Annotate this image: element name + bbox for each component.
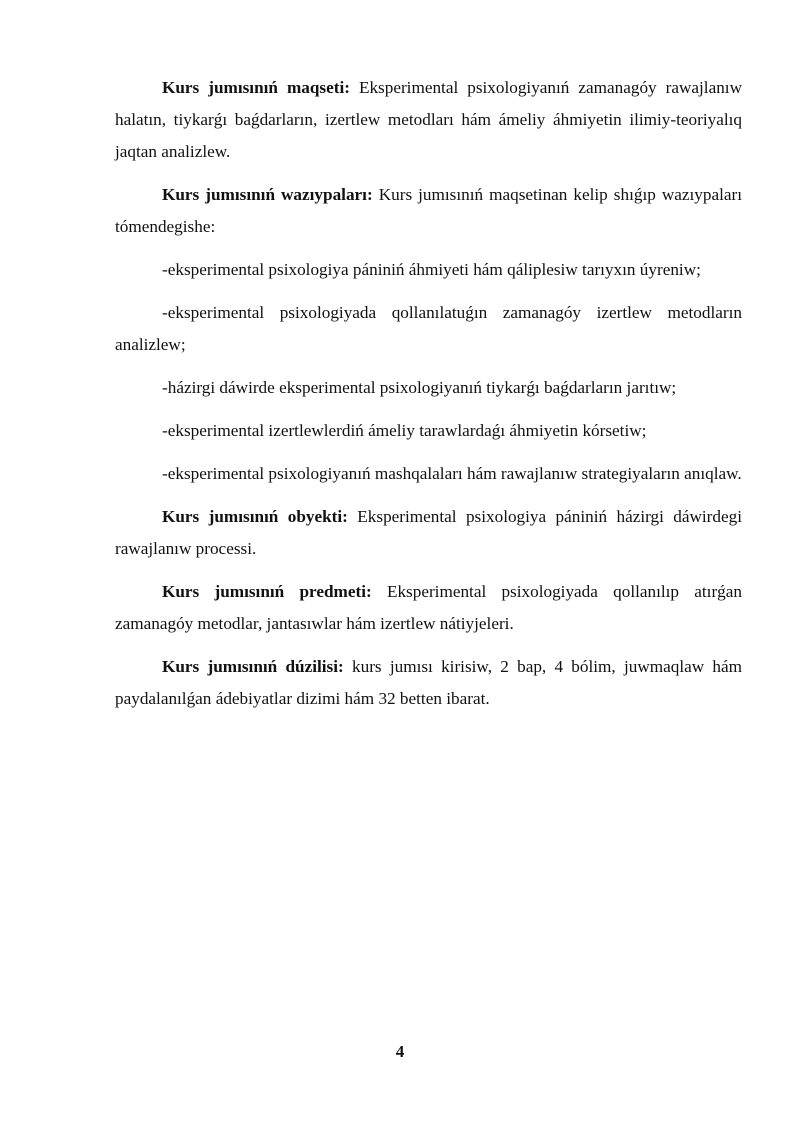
goal-text: Eksperimental psixologiyanıń zamanagóy rawajlanıw halatın, tiykarǵı baǵdarların, izertlew metodları hám ámeliy áhmiyetin ilimiy-teoriyalıq jaqtan analizlew.	[115, 78, 742, 161]
task-item-text: -eksperimental psixologiyanıń mashqalaları hám rawajlanıw strategiyaların anıqlaw.	[162, 464, 742, 483]
task-item	[115, 458, 742, 490]
object-label: Kurs jumısınıń obyekti:	[162, 507, 348, 526]
task-item-text: -eksperimental psixologiya pániniń áhmiyeti hám qáliplesiw tarıyxın úyreniw;	[162, 260, 701, 279]
document-body	[115, 72, 742, 726]
subject-label: Kurs jumısınıń predmeti:	[162, 582, 372, 601]
paragraph-structure	[115, 651, 742, 715]
task-item	[115, 372, 742, 404]
structure-label: Kurs jumısınıń dúzilisi:	[162, 657, 344, 676]
task-item	[115, 297, 742, 361]
task-item-text: -eksperimental izertlewlerdiń ámeliy tarawlardaǵı áhmiyetin kórsetiw;	[162, 421, 647, 440]
object-text: Eksperimental psixologiya pániniń házirgi dáwirdegi rawajlanıw processi.	[115, 507, 742, 558]
paragraph-subject	[115, 576, 742, 640]
task-item	[115, 254, 742, 286]
paragraph-object	[115, 501, 742, 565]
task-item-text: -eksperimental psixologiyada qollanılatuǵın zamanagóy izertlew metodların analizlew;	[115, 303, 742, 354]
tasks-label: Kurs jumısınıń wazıypaları:	[162, 185, 373, 204]
paragraph-tasks	[115, 179, 742, 243]
paragraph-goal	[115, 72, 742, 168]
task-item	[115, 415, 742, 447]
goal-label: Kurs jumısınıń maqseti:	[162, 78, 350, 97]
task-item-text: -házirgi dáwirde eksperimental psixologiyanıń tiykarǵı baǵdarların jarıtıw;	[162, 378, 677, 397]
structure-text: kurs jumısı kirisiw, 2 bap, 4 bólim, juwmaqlaw hám paydalanılǵan ádebiyatlar dizimi hám 32 betten ibarat.	[115, 657, 742, 708]
tasks-text: Kurs jumısınıń maqsetinan kelip shıǵıp wazıypaları tómendegishe:	[115, 185, 743, 236]
subject-text: Eksperimental psixologiyada qollanılıp atırǵan zamanagóy metodlar, jantasıwlar hám izertlew nátiyjeleri.	[115, 582, 742, 633]
page-number: 4	[395, 1042, 405, 1061]
